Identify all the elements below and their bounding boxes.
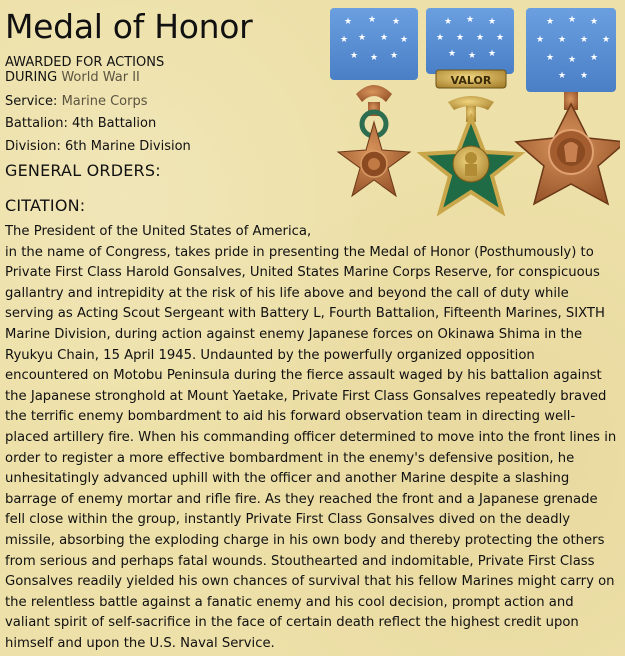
navy-medal (338, 85, 410, 196)
battalion-value: 4th Battalion (71, 116, 157, 131)
svg-text:★: ★ (601, 35, 611, 45)
general-orders-heading: GENERAL ORDERS: (5, 161, 161, 180)
citation-text (5, 222, 617, 654)
awarded-for-line-1: AWARDED FOR ACTIONS (5, 55, 165, 70)
army-medal (422, 70, 520, 212)
medals-image (328, 6, 620, 232)
svg-text:★: ★ (567, 55, 577, 65)
valor-bar-text: VALOR (450, 74, 492, 87)
svg-text:★: ★ (339, 35, 349, 45)
svg-text:★: ★ (557, 35, 567, 45)
svg-text:★: ★ (535, 35, 545, 45)
division-row (5, 139, 191, 155)
svg-text:★: ★ (557, 71, 567, 81)
citation-body: The President of the United States of America, in the name of Congress, takes pride in presenting the Medal of Honor (Posthumously) to Private First Class Harold Gonsalves, United States Marine Corps Reserve, for conspicuous gallantry and intrepidity at the risk of his life above and beyond the call of duty while serving as Acting Scout Sergeant with Battery L, Fourth Battalion, Fifteenth Marines, SIXTH Marine Division, during action against enemy Japanese forces on Okinawa Shima in the Ryukyu Chain, 15 April 1945. Undaunted by the powerfully organized opposition encountered on Motobu Peninsula during the fierce assault waged by his battalion against the Japanese stronghold at Mount Yaetake, Private First Class Gonsalves repeatedly braved the terrific enemy bombardment to aid his forward observation team in directing well-placed artillery fire. When his commanding officer determined to move into the front lines in order to register a more effective bombardment in the enemy's defensive position, he unhesitatingly advanced uphill with the officer and another Marine despite a slashing barrage of enemy mortar and rifle fire. As they reached the front and a Japanese grenade fell close within the group, instantly Private First Class Gonsalves dived on the deadly missile, absorbing the exploding charge in his own body and thereby protecting the others from serious and perhaps fatal wounds. Stouthearted and indomitable, Private First Class Gonsalves readily yielded his own chances of survival that his fellow Marines might carry on the relentless battle against a fanatic enemy and his cool decision, prompt action and valiant spirit of self-sacrifice in the face of certain death reflect the highest credit upon himself and upon the U.S. Naval Service. (5, 224, 617, 651)
svg-text:★: ★ (567, 15, 577, 25)
bronze-star-medal (516, 92, 620, 204)
svg-text:★: ★ (443, 17, 453, 27)
svg-text:★: ★ (389, 51, 399, 61)
conflict-link[interactable]: World War II (61, 70, 140, 85)
svg-text:★: ★ (343, 17, 353, 27)
svg-text:★: ★ (579, 71, 589, 81)
svg-text:★: ★ (467, 51, 477, 61)
awarded-for-line-2 (5, 70, 325, 85)
svg-text:★: ★ (447, 49, 457, 59)
svg-text:★: ★ (495, 33, 505, 43)
awarded-during-label: DURING (5, 70, 58, 85)
battalion-label: Battalion: (5, 116, 68, 131)
svg-text:★: ★ (357, 33, 367, 43)
svg-text:★: ★ (369, 53, 379, 63)
service-row (5, 94, 148, 110)
svg-text:★: ★ (435, 33, 445, 43)
battalion-row (5, 116, 156, 132)
service-label: Service: (5, 94, 58, 109)
svg-text:★: ★ (367, 15, 377, 25)
svg-text:★: ★ (545, 17, 555, 27)
svg-text:★: ★ (399, 35, 409, 45)
svg-text:★: ★ (455, 33, 465, 43)
svg-text:★: ★ (379, 33, 389, 43)
award-summary (5, 55, 325, 85)
svg-text:★: ★ (545, 53, 555, 63)
citation-heading: CITATION: (5, 196, 86, 215)
svg-text:★: ★ (579, 35, 589, 45)
svg-text:★: ★ (589, 17, 599, 27)
svg-text:★: ★ (349, 51, 359, 61)
page-title: Medal of Honor (5, 7, 253, 46)
svg-text:★: ★ (465, 15, 475, 25)
division-label: Division: (5, 139, 61, 154)
service-link[interactable]: Marine Corps (61, 94, 148, 109)
svg-text:★: ★ (391, 17, 401, 27)
division-value: 6th Marine Division (65, 139, 191, 154)
svg-text:★: ★ (487, 49, 497, 59)
svg-text:★: ★ (487, 17, 497, 27)
svg-text:★: ★ (589, 53, 599, 63)
svg-text:★: ★ (475, 33, 485, 43)
